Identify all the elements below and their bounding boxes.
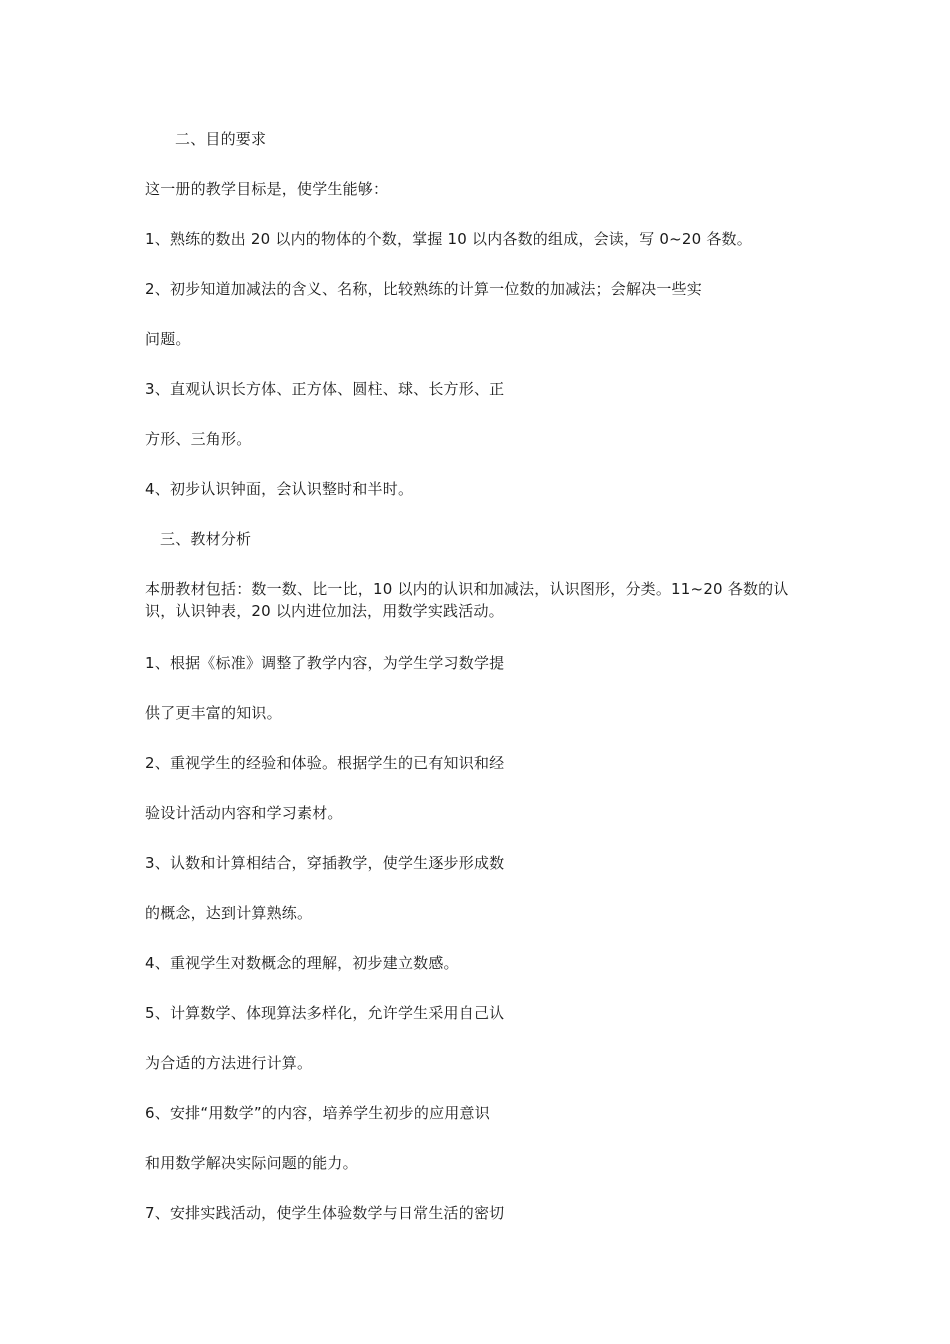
paragraph-line: 6、安排“用数学”的内容，培养学生初步的应用意识 bbox=[145, 1104, 490, 1122]
paragraph-line: 验设计活动内容和学习素材。 bbox=[145, 804, 343, 822]
paragraph-line: 和用数学解决实际问题的能力。 bbox=[145, 1154, 358, 1172]
section-heading-analysis: 三、教材分析 bbox=[160, 530, 252, 548]
paragraph-line: 4、重视学生对数概念的理解，初步建立数感。 bbox=[145, 954, 459, 972]
paragraph-line: 3、直观认识长方体、正方体、圆柱、球、长方形、正 bbox=[145, 380, 505, 398]
paragraph-line: 7、安排实践活动，使学生体验数学与日常生活的密切 bbox=[145, 1204, 505, 1222]
paragraph-line: 方形、三角形。 bbox=[145, 430, 252, 448]
paragraph-line: 为合适的方法进行计算。 bbox=[145, 1054, 313, 1072]
paragraph-line: 2、初步知道加减法的含义、名称，比较熟练的计算一位数的加减法；会解决一些实 bbox=[145, 280, 702, 298]
paragraph-line: 5、计算数学、体现算法多样化，允许学生采用自己认 bbox=[145, 1004, 505, 1022]
paragraph-line: 4、初步认识钟面，会认识整时和半时。 bbox=[145, 480, 414, 498]
paragraph-line: 供了更丰富的知识。 bbox=[145, 704, 282, 722]
paragraph-line: 的概念，达到计算熟练。 bbox=[145, 904, 313, 922]
section-heading-goals: 二、目的要求 bbox=[175, 130, 267, 148]
paragraph-line: 2、重视学生的经验和体验。根据学生的已有知识和经 bbox=[145, 754, 505, 772]
goals-intro: 这一册的教学目标是，使学生能够： bbox=[145, 180, 389, 198]
paragraph-line: 3、认数和计算相结合，穿插教学，使学生逐步形成数 bbox=[145, 854, 505, 872]
paragraph-line: 1、熟练的数出 20 以内的物体的个数，掌握 10 以内各数的组成，会读，写 0~20 各数。 bbox=[145, 230, 752, 248]
paragraph-line: 1、根据《标准》调整了教学内容，为学生学习数学提 bbox=[145, 654, 505, 672]
paragraph-line: 问题。 bbox=[145, 330, 191, 348]
analysis-intro: 本册教材包括：数一数、比一比，10 以内的认识和加减法，认识图形，分类。11~20 各数的认识，认识钟表，20 以内进位加法，用数学实践活动。 bbox=[145, 580, 789, 620]
